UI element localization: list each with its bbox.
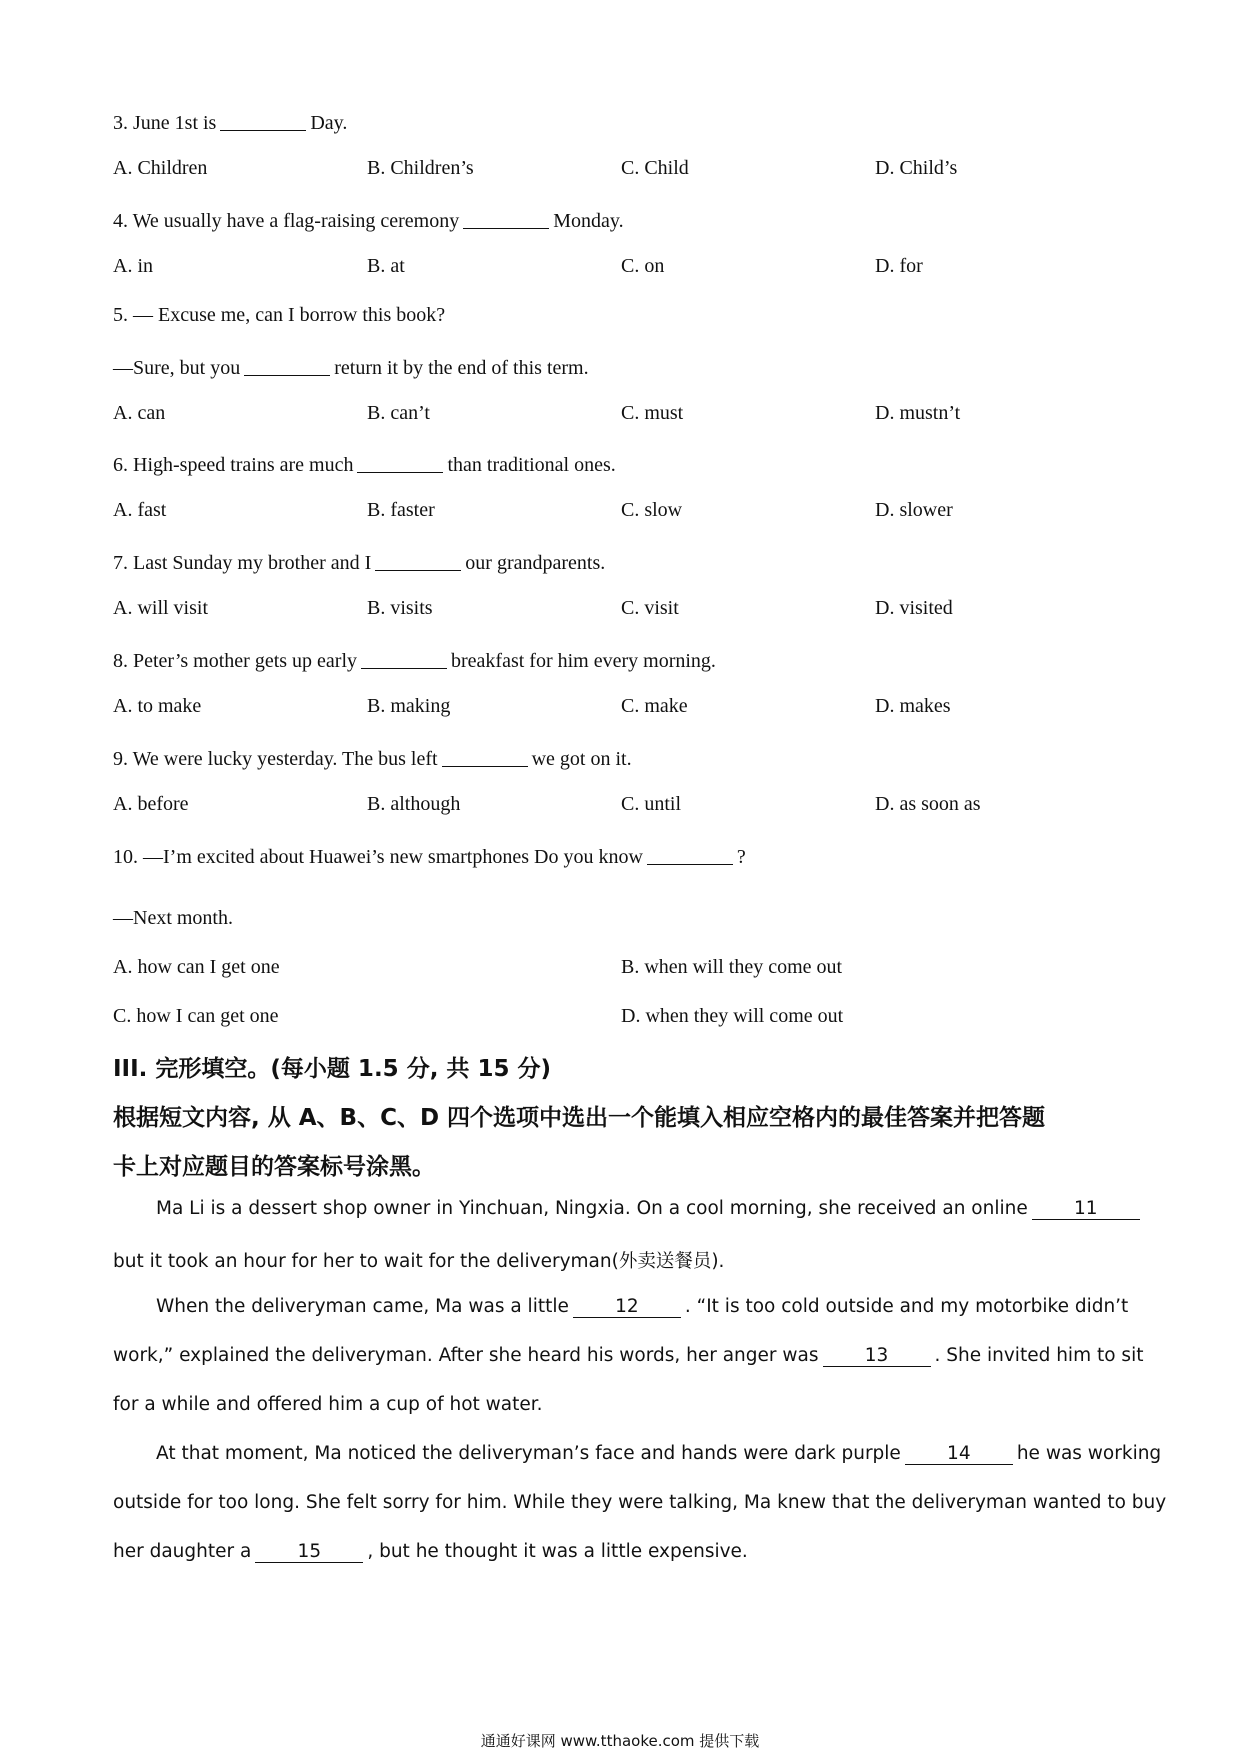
stem-text: breakfast for him every morning. [451,650,716,672]
stem-text: our grandparents. [465,552,606,574]
passage-text: When the deliveryman came, Ma was a little [156,1296,569,1317]
section-title: III. 完形填空。(每小题 1.5 分, 共 15 分) [113,1056,551,1082]
option-c: C. must [621,402,684,424]
question-8-stem [113,646,716,673]
option-a: A. to make [113,695,202,717]
answer-blank [375,550,461,571]
numbered-blank: 14 [905,1443,1013,1465]
stem-text: 6. High-speed trains are much [113,454,354,476]
answer-blank [442,746,528,767]
passage-line [156,1198,1144,1220]
question-10-reply: —Next month. [113,907,233,929]
numbered-blank: 11 [1032,1198,1140,1220]
option-a: A. fast [113,499,167,521]
passage-line: outside for too long. She felt sorry for him. While they were talking, Ma knew that the deliveryman wanted to buy [113,1492,1167,1513]
stem-text: we got on it. [531,748,632,770]
question-6-stem [113,450,616,477]
option-d: D. Child’s [875,157,958,179]
stem-text: than traditional ones. [447,454,616,476]
numbered-blank: 13 [823,1345,931,1367]
passage-text: he was working [1016,1443,1162,1464]
stem-text: 3. June 1st is [113,112,217,134]
numbered-blank: 15 [255,1541,363,1563]
passage-line [113,1541,748,1563]
page-footer: 通通好课网 www.tthaoke.com 提供下载 [480,1732,760,1750]
passage-text: . “It is too cold outside and my motorbike didn’t [684,1296,1129,1317]
option-c: C. slow [621,499,683,521]
numbered-blank: 12 [573,1296,681,1318]
question-4-stem [113,206,624,233]
question-5-reply [113,353,589,380]
option-a: A. how can I get one [113,956,280,978]
stem-text: Day. [310,112,348,134]
section-instruction: 卡上对应题目的答案标号涂黑。 [113,1154,435,1180]
option-b: B. visits [367,597,433,619]
passage-line [156,1296,1128,1318]
option-b: B. making [367,695,451,717]
option-c: C. until [621,793,682,815]
answer-blank [220,110,306,131]
stem-text: Monday. [553,210,624,232]
stem-text: 4. We usually have a flag-raising ceremony [113,210,460,232]
option-b: B. can’t [367,402,430,424]
question-10-stem [113,842,746,869]
stem-text: —Sure, but you [113,357,241,379]
option-a: A. in [113,255,153,277]
option-c: C. how I can get one [113,1005,279,1027]
passage-line: but it took an hour for her to wait for the deliveryman(外卖送餐员). [113,1251,725,1272]
passage-line [156,1443,1161,1465]
passage-text: work,” explained the deliveryman. After she heard his words, her anger was [113,1345,819,1366]
option-d: D. mustn’t [875,402,961,424]
option-b: B. Children’s [367,157,474,179]
stem-text: ? [736,846,746,868]
passage-text: At that moment, Ma noticed the deliveryman’s face and hands were dark purple [156,1443,901,1464]
question-7-stem [113,548,605,575]
answer-blank [463,208,549,229]
option-a: A. will visit [113,597,209,619]
option-a: A. before [113,793,189,815]
option-d: D. slower [875,499,953,521]
section-instruction: 根据短文内容, 从 A、B、C、D 四个选项中选出一个能填入相应空格内的最佳答案并把答题 [113,1105,1046,1131]
option-d: D. for [875,255,923,277]
passage-text: , but he thought it was a little expensive. [367,1541,748,1562]
stem-text: 9. We were lucky yesterday. The bus left [113,748,438,770]
stem-text: 7. Last Sunday my brother and I [113,552,372,574]
passage-text: . She invited him to sit [934,1345,1144,1366]
answer-blank [357,452,443,473]
answer-blank [647,844,733,865]
option-d: D. visited [875,597,953,619]
option-b: B. although [367,793,461,815]
passage-line [113,1345,1143,1367]
question-3-stem [113,108,347,135]
option-c: C. on [621,255,665,277]
question-9-stem [113,744,632,771]
stem-text: 10. —I’m excited about Huawei’s new smartphones Do you know [113,846,643,868]
option-c: C. visit [621,597,679,619]
option-b: B. at [367,255,405,277]
option-c: C. Child [621,157,689,179]
stem-text: return it by the end of this term. [334,357,589,379]
option-b: B. when will they come out [621,956,843,978]
answer-blank [361,648,447,669]
question-5-stem: 5. — Excuse me, can I borrow this book? [113,304,446,326]
option-d: D. as soon as [875,793,981,815]
option-d: D. when they will come out [621,1005,844,1027]
option-c: C. make [621,695,688,717]
passage-text: Ma Li is a dessert shop owner in Yinchuan, Ningxia. On a cool morning, she received an online [156,1198,1028,1219]
option-b: B. faster [367,499,435,521]
option-d: D. makes [875,695,951,717]
stem-text: 8. Peter’s mother gets up early [113,650,358,672]
answer-blank [244,355,330,376]
option-a: A. Children [113,157,208,179]
option-a: A. can [113,402,166,424]
passage-line: for a while and offered him a cup of hot water. [113,1394,543,1415]
passage-text: her daughter a [113,1541,252,1562]
